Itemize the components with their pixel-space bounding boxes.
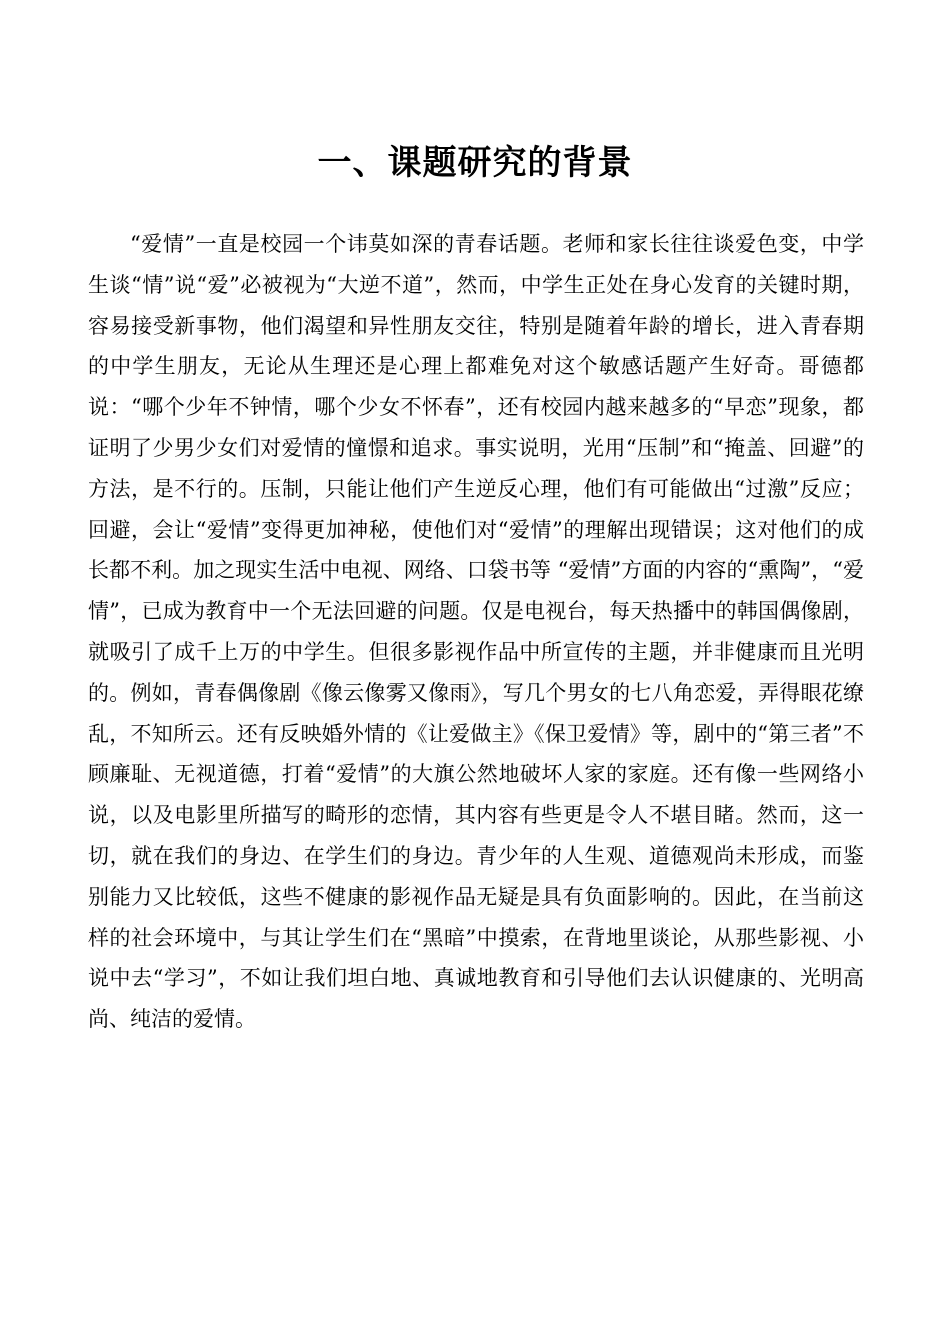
body-paragraph: “爱情”一直是校园一个讳莫如深的青春话题。老师和家长往往谈爱色变，中学生谈“情”说“爱”必被视为“大逆不道”，然而，中学生正处在身心发育的关键时期，容易接受新事物，他们渴望和异性朋友交往，特别是随着年龄的增长，进入青春期的中学生朋友，无论从生理还是心理上都难免对这个敏感话题产生好奇。哥德都说：“哪个少年不钟情，哪个少女不怀春”，还有校园内越来越多的“早恋”现象，都证明了少男少女们对爱情的憧憬和追求。事实说明，光用“压制”和“掩盖、回避”的方法，是不行的。压制，只能让他们产生逆反心理，他们有可能做出“过激”反应；回避，会让“爱情”变得更加神秘，使他们对“爱情”的理解出现错误；这对他们的成长都不利。加之现实生活中电视、网络、口袋书等 “爱情”方面的内容的“熏陶”，“爱情”，已成为教育中一个无法回避的问题。仅是电视台，每天热播中的韩国偶像剧，就吸引了成千上万的中学生。但很多影视作品中所宣传的主题，并非健康而且光明的。例如，青春偶像剧《像云像雾又像雨》，写几个男女的七八角恋爱，弄得眼花缭乱，不知所云。还有反映婚外情的《让爱做主》《保卫爱情》等，剧中的“第三者”不顾廉耻、无视道德，打着“爱情”的大旗公然地破坏人家的家庭。还有像一些网络小说，以及电影里所描写的畸形的恋情，其内容有些更是令人不堪目睹。然而，这一切，就在我们的身边、在学生们的身边。青少年的人生观、道德观尚未形成，而鉴别能力又比较低，这些不健康的影视作品无疑是具有负面影响的。因此，在当前这样的社会环境中，与其让学生们在“黑暗”中摸索，在背地里谈论，从那些影视、小说中去“学习”，不如让我们坦白地、真诚地教育和引导他们去认识健康的、光明高尚、纯洁的爱情。 <box>88 232 864 1032</box>
section-title: 一、课题研究的背景 <box>317 142 633 183</box>
